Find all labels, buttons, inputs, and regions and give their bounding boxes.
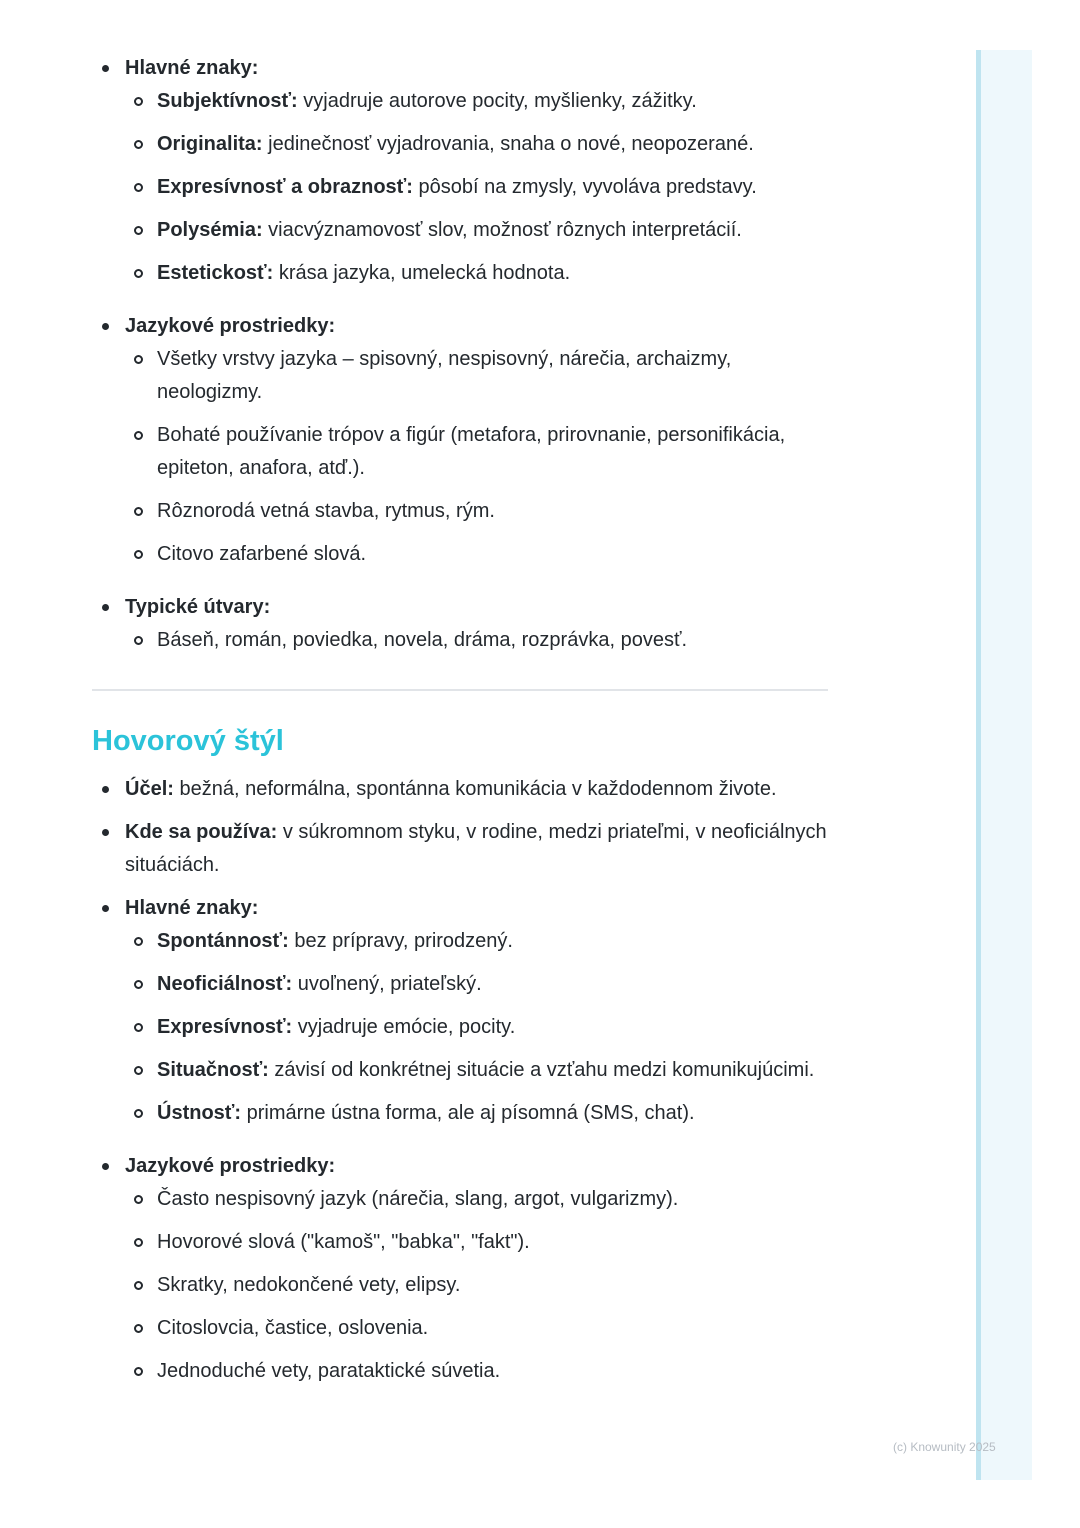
sublist-item: Hovorové slová ("kamoš", "babka", "fakt").	[125, 1226, 832, 1259]
sublist-item	[125, 1097, 832, 1130]
document-content	[92, 52, 832, 1388]
term: Neoficiálnosť:	[157, 973, 293, 995]
sublist-item: Bohaté používanie trópov a figúr (metafora, prirovnanie, personifikácia, epiteton, anafora, atď.).	[125, 419, 832, 485]
sublist-item: Často nespisovný jazyk (nárečia, slang, argot, vulgarizmy).	[125, 1183, 832, 1216]
description: bez prípravy, prirodzený.	[288, 930, 513, 952]
list-item	[92, 816, 832, 882]
term: Expresívnosť a obraznosť:	[157, 176, 413, 198]
term: Polysémia:	[157, 219, 263, 241]
features-heading: Hlavné znaky:	[125, 897, 259, 919]
term: Ústnosť:	[157, 1102, 242, 1124]
sublist-item: Citoslovcia, častice, oslovenia.	[125, 1312, 832, 1345]
description: primárne ústna forma, ale aj písomná (SMS, chat).	[241, 1102, 695, 1124]
section1-list	[92, 52, 832, 657]
sublist-item	[125, 925, 832, 958]
sublist-item: Citovo zafarbené slová.	[125, 538, 832, 571]
sublist-item	[125, 214, 832, 247]
sublist	[125, 624, 832, 657]
sublist-item: Rôznorodá vetná stavba, rytmus, rým.	[125, 495, 832, 528]
description: závisí od konkrétnej situácie a vzťahu medzi komunikujúcimi.	[268, 1059, 815, 1081]
description: v súkromnom styku, v rodine, medzi priateľmi, v neoficiálnych situáciách.	[125, 821, 827, 876]
description: jedinečnosť vyjadrovania, snaha o nové, neopozerané.	[262, 133, 754, 155]
sublist	[125, 343, 832, 571]
features-heading: Hlavné znaky:	[125, 57, 259, 79]
list-item	[92, 1150, 832, 1388]
sublist-item	[125, 1054, 832, 1087]
sublist	[125, 85, 832, 290]
list-item	[92, 310, 832, 571]
sublist-item: Báseň, román, poviedka, novela, dráma, rozprávka, povesť.	[125, 624, 832, 657]
list-item	[92, 773, 832, 806]
sublist-item	[125, 128, 832, 161]
means-heading: Jazykové prostriedky:	[125, 1155, 336, 1177]
term: Situačnosť:	[157, 1059, 269, 1081]
sublist-item	[125, 968, 832, 1001]
description: krása jazyka, umelecká hodnota.	[273, 262, 571, 284]
page-sidebar-strip	[976, 50, 1032, 1480]
means-heading: Jazykové prostriedky:	[125, 315, 336, 337]
list-item	[92, 52, 832, 290]
term: Originalita:	[157, 133, 263, 155]
section-divider	[92, 689, 828, 691]
sublist-item	[125, 1011, 832, 1044]
sublist-item	[125, 85, 832, 118]
description: pôsobí na zmysly, vyvoláva predstavy.	[412, 176, 757, 198]
term: Expresívnosť:	[157, 1016, 293, 1038]
sublist-item	[125, 257, 832, 290]
sublist-item	[125, 171, 832, 204]
term: Estetickosť:	[157, 262, 274, 284]
list-item	[92, 591, 832, 657]
term: Účel:	[125, 778, 174, 800]
term: Kde sa používa:	[125, 821, 278, 843]
sublist-item: Jednoduché vety, parataktické súvetia.	[125, 1355, 832, 1388]
sublist	[125, 925, 832, 1130]
sublist-item: Všetky vrstvy jazyka – spisovný, nespisovný, nárečia, archaizmy, neologizmy.	[125, 343, 832, 409]
description: vyjadruje emócie, pocity.	[292, 1016, 516, 1038]
copyright-text: (c) Knowunity 2025	[893, 1440, 996, 1454]
description: viacvýznamovosť slov, možnosť rôznych interpretácií.	[262, 219, 742, 241]
sublist-item: Skratky, nedokončené vety, elipsy.	[125, 1269, 832, 1302]
description: uvoľnený, priateľský.	[292, 973, 482, 995]
description: vyjadruje autorove pocity, myšlienky, zážitky.	[297, 90, 697, 112]
section-title: Hovorový štýl	[92, 725, 284, 757]
term: Subjektívnosť:	[157, 90, 298, 112]
term: Spontánnosť:	[157, 930, 289, 952]
forms-heading: Typické útvary:	[125, 596, 271, 618]
sublist	[125, 1183, 832, 1388]
description: bežná, neformálna, spontánna komunikácia v každodennom živote.	[173, 778, 777, 800]
list-item	[92, 892, 832, 1130]
section2-list	[92, 773, 832, 1388]
